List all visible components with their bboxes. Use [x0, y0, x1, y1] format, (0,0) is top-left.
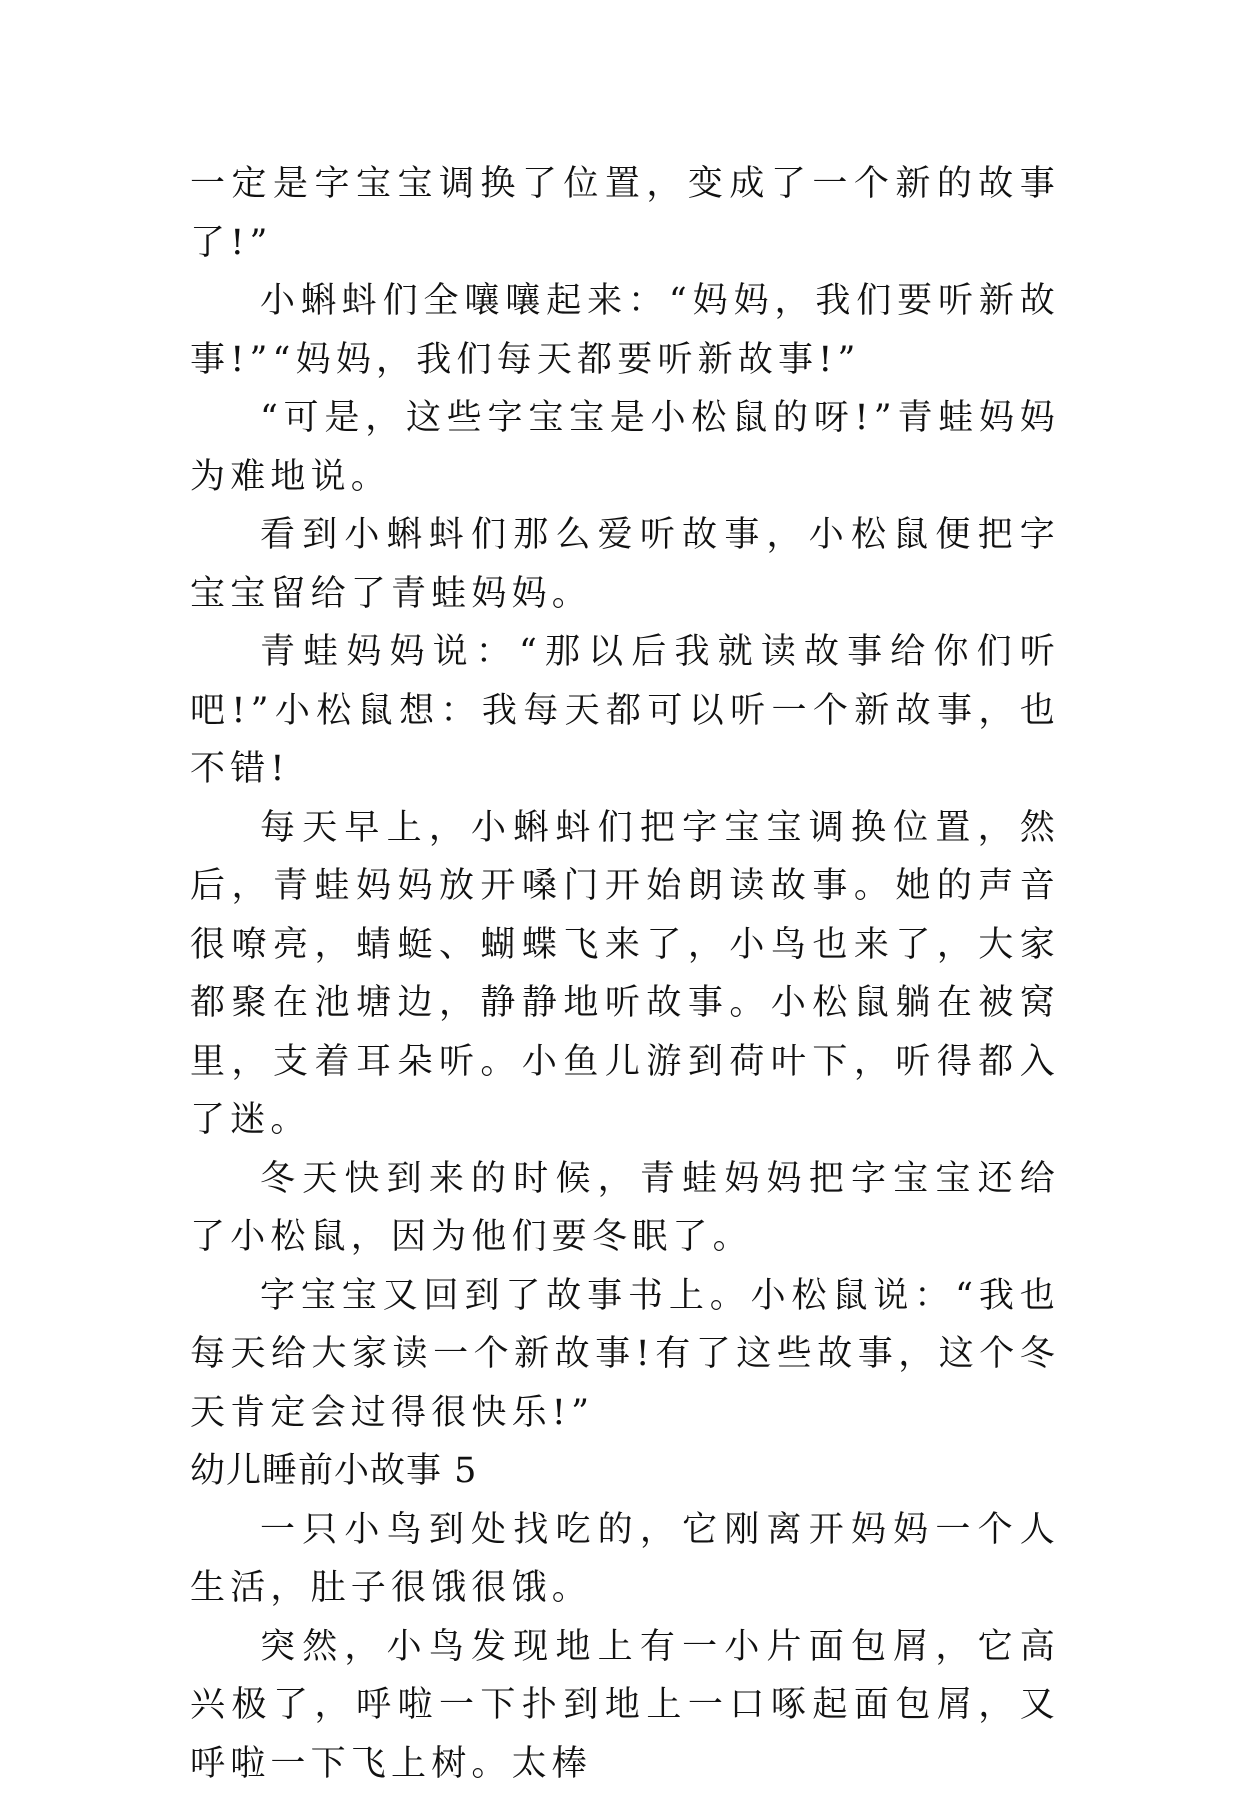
paragraph: 小蝌蚪们全嚷嚷起来：“妈妈，我们要听新故事!”“妈妈，我们每天都要听新故事!”: [190, 272, 1060, 389]
story-heading: 幼儿睡前小故事 5: [190, 1442, 1060, 1501]
paragraph: 冬天快到来的时候，青蛙妈妈把字宝宝还给了小松鼠，因为他们要冬眠了。: [190, 1150, 1060, 1267]
paragraph: 突然，小鸟发现地上有一小片面包屑，它高兴极了，呼啦一下扑到地上一口啄起面包屑，又呼啦一下飞上树。太棒: [190, 1618, 1060, 1793]
paragraph: “可是，这些字宝宝是小松鼠的呀!”青蛙妈妈为难地说。: [190, 389, 1060, 506]
paragraph: 字宝宝又回到了故事书上。小松鼠说：“我也每天给大家读一个新故事!有了这些故事，这个冬天肯定会过得很快乐!”: [190, 1267, 1060, 1443]
paragraph-continuation: 一定是字宝宝调换了位置，变成了一个新的故事了!”: [190, 155, 1060, 272]
body-text: [190, 155, 1060, 1793]
paragraph: 看到小蝌蚪们那么爱听故事，小松鼠便把字宝宝留给了青蛙妈妈。: [190, 506, 1060, 623]
paragraph: 一只小鸟到处找吃的，它刚离开妈妈一个人生活，肚子很饿很饿。: [190, 1501, 1060, 1618]
paragraph: 青蛙妈妈说：“那以后我就读故事给你们听吧!”小松鼠想：我每天都可以听一个新故事，也不错!: [190, 623, 1060, 799]
paragraph: 每天早上，小蝌蚪们把字宝宝调换位置，然后，青蛙妈妈放开嗓门开始朗读故事。她的声音很嘹亮，蜻蜓、蝴蝶飞来了，小鸟也来了，大家都聚在池塘边，静静地听故事。小松鼠躺在被窝里，支着耳朵听。小鱼儿游到荷叶下，听得都入了迷。: [190, 799, 1060, 1150]
